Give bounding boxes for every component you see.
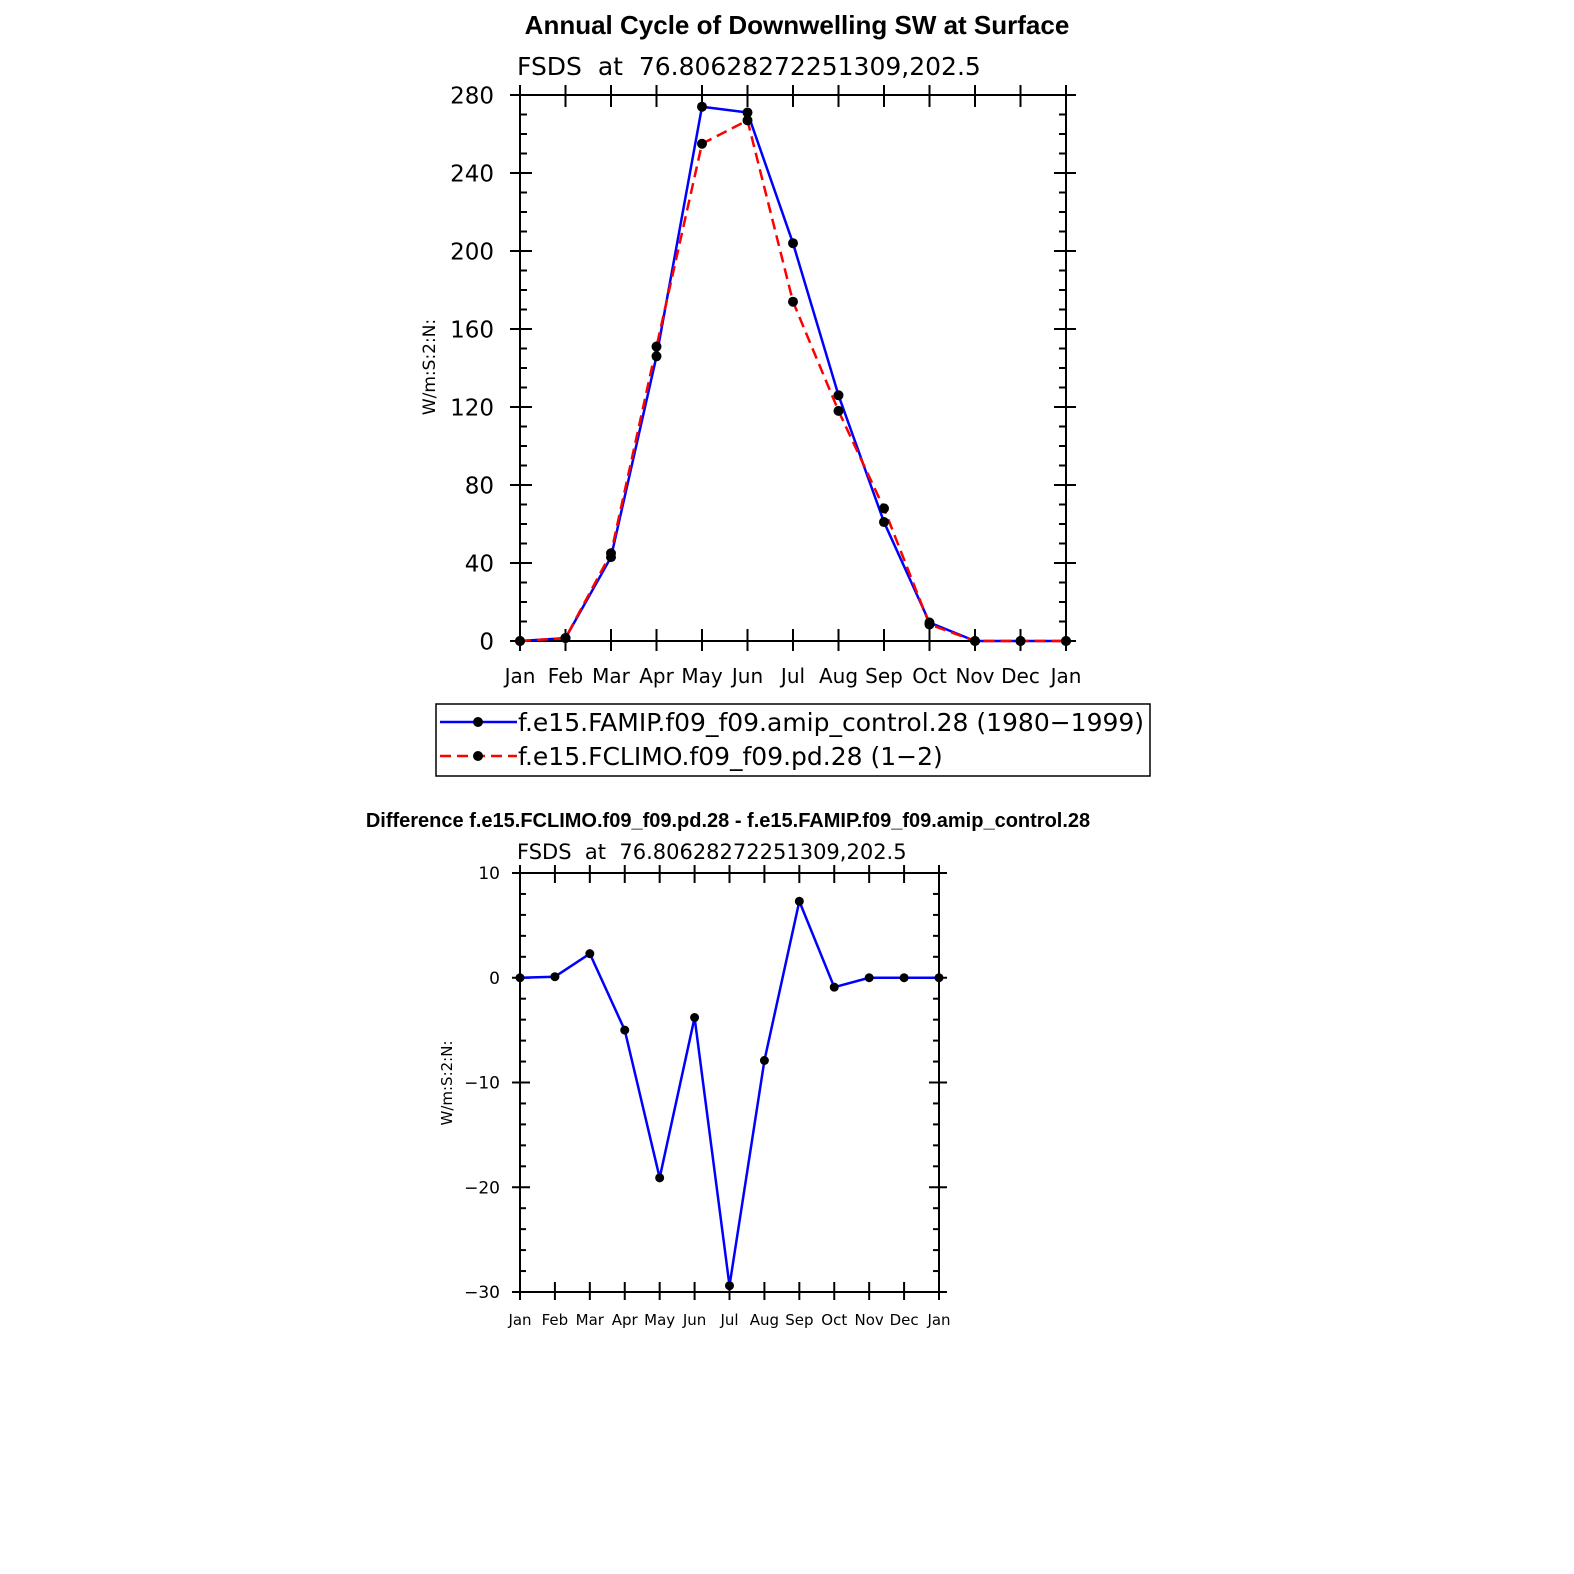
bottom-chart-subtitle: FSDS at 76.80628272251309,202.5 <box>517 840 907 864</box>
top-xtick-label: Mar <box>592 664 630 688</box>
top-series-2-point <box>925 619 935 629</box>
top-xtick-label: Oct <box>912 664 947 688</box>
top-series-1-point <box>788 238 798 248</box>
bottom-xtick-label: Jan <box>508 1311 532 1329</box>
top-plot-frame <box>520 95 1066 641</box>
bottom-xtick-label: Mar <box>575 1311 604 1329</box>
top-xtick-label: Jun <box>731 664 764 688</box>
bottom-series-1-point <box>516 973 525 982</box>
top-series-2-point <box>970 636 980 646</box>
top-xtick-label: Dec <box>1001 664 1040 688</box>
top-chart-title: Annual Cycle of Downwelling SW at Surface <box>524 10 1070 40</box>
top-chart-plot <box>450 83 1081 688</box>
bottom-chart-plot <box>464 864 950 1329</box>
bottom-series-1-point <box>795 897 804 906</box>
top-ytick-label: 40 <box>464 551 494 578</box>
legend-marker-solid <box>473 717 483 727</box>
top-series-1-point <box>697 102 707 112</box>
bottom-ytick-label: −30 <box>464 1283 500 1304</box>
bottom-plot-frame <box>520 873 939 1292</box>
bottom-series-1-point <box>690 1013 699 1022</box>
bottom-series-1-point <box>865 973 874 982</box>
top-series-2-point <box>743 115 753 125</box>
bottom-ytick-label: 10 <box>478 864 500 885</box>
top-series-2-point <box>1061 636 1071 646</box>
bottom-chart-title: Difference f.e15.FCLIMO.f09_f09.pd.28 - f.e15.FAMIP.f09_f09.amip_control.28 <box>365 810 1091 832</box>
bottom-ytick-label: 0 <box>489 968 500 989</box>
top-xtick-label: Jan <box>1050 664 1082 688</box>
top-series-1-point <box>652 351 662 361</box>
top-series-2-line <box>520 120 1066 641</box>
legend-label-series1: f.e15.FAMIP.f09_f09.amip_control.28 (1980−1999) <box>518 708 1145 737</box>
bottom-xtick-label: Jul <box>720 1311 739 1329</box>
top-ytick-label: 120 <box>450 395 494 422</box>
bottom-xtick-label: Apr <box>611 1311 638 1329</box>
bottom-xtick-label: May <box>644 1311 676 1329</box>
top-series-1-point <box>834 390 844 400</box>
bottom-chart-ylabel: W/m:S:2:N: <box>438 1040 456 1126</box>
top-series-1-line <box>520 107 1066 641</box>
top-ytick-label: 240 <box>450 161 494 188</box>
top-series-2-point <box>788 297 798 307</box>
top-xtick-label: Apr <box>639 664 674 688</box>
top-series-2-point <box>697 139 707 149</box>
bottom-series-1-point <box>935 973 944 982</box>
bottom-xtick-label: Jun <box>682 1311 707 1329</box>
top-series-2-point <box>561 633 571 643</box>
legend-label-series2: f.e15.FCLIMO.f09_f09.pd.28 (1−2) <box>518 742 943 771</box>
bottom-xtick-label: Aug <box>749 1311 780 1329</box>
legend <box>436 704 1150 776</box>
bottom-series-1-line <box>520 901 939 1285</box>
bottom-series-1-point <box>725 1281 734 1290</box>
bottom-xtick-label: Feb <box>541 1311 569 1329</box>
bottom-series-1-point <box>760 1056 769 1065</box>
top-chart-subtitle: FSDS at 76.80628272251309,202.5 <box>517 52 981 81</box>
top-xtick-label: Nov <box>955 664 995 688</box>
bottom-ytick-label: −10 <box>464 1073 500 1094</box>
bottom-series-1-point <box>900 973 909 982</box>
top-xtick-label: Jan <box>504 664 536 688</box>
top-xtick-label: Feb <box>547 664 584 688</box>
top-ytick-label: 80 <box>464 473 494 500</box>
top-series-2-point <box>606 548 616 558</box>
top-series-2-point <box>1016 636 1026 646</box>
bottom-series-1-point <box>620 1026 629 1035</box>
top-xtick-label: Aug <box>818 664 859 688</box>
top-series-2-point <box>652 342 662 352</box>
top-xtick-label: Jul <box>780 664 806 688</box>
bottom-series-1-point <box>550 972 559 981</box>
bottom-series-1-point <box>830 983 839 992</box>
top-series-2-point <box>515 636 525 646</box>
top-series-2-point <box>834 406 844 416</box>
top-ytick-label: 200 <box>450 239 494 266</box>
top-xtick-label: Sep <box>865 664 903 688</box>
top-ytick-label: 280 <box>450 83 494 110</box>
top-ytick-label: 160 <box>450 317 494 344</box>
top-ytick-label: 0 <box>479 629 494 656</box>
bottom-ytick-label: −20 <box>464 1178 500 1199</box>
top-xtick-label: May <box>681 664 723 688</box>
top-series-2-point <box>879 503 889 513</box>
top-chart-ylabel: W/m:S:2:N: <box>420 318 440 416</box>
bottom-xtick-label: Sep <box>785 1311 814 1329</box>
bottom-series-1-point <box>585 949 594 958</box>
bottom-xtick-label: Dec <box>889 1311 919 1329</box>
bottom-xtick-label: Jan <box>927 1311 951 1329</box>
bottom-series-1-point <box>655 1173 664 1182</box>
bottom-xtick-label: Oct <box>821 1311 848 1329</box>
legend-marker-dashed <box>473 751 483 761</box>
bottom-xtick-label: Nov <box>854 1311 884 1329</box>
top-series-1-point <box>879 517 889 527</box>
